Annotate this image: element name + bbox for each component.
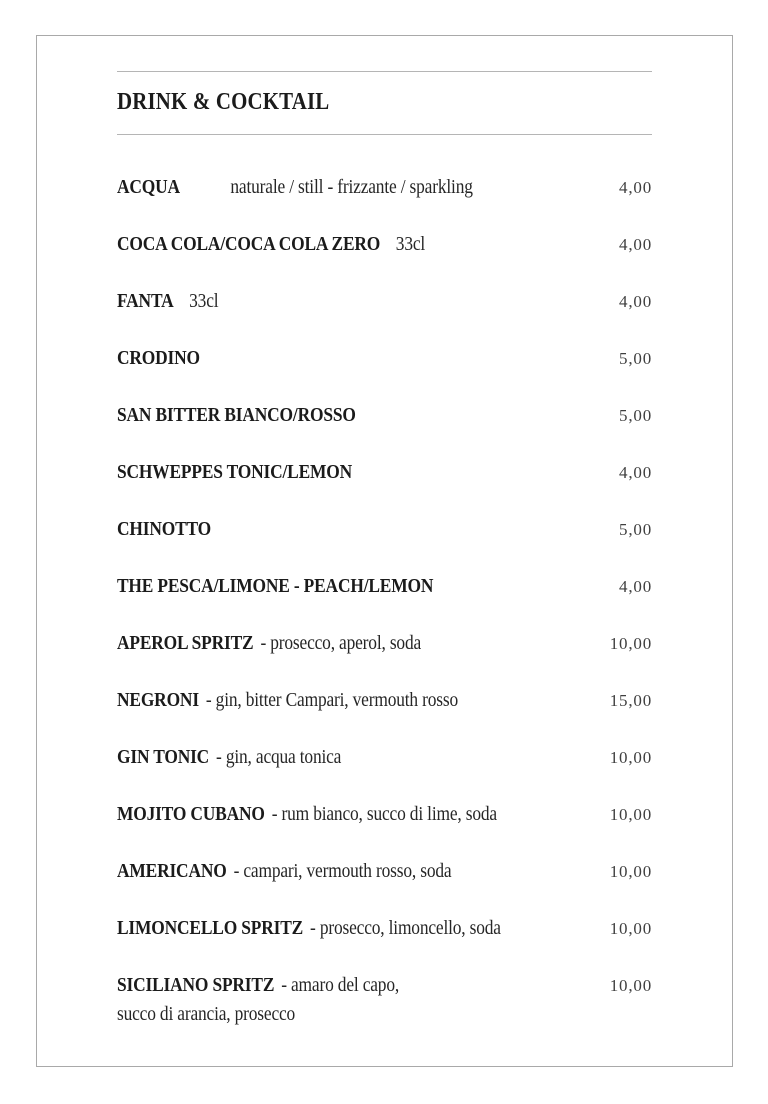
- item-name: ACQUA: [117, 176, 180, 198]
- item-description: - gin, acqua tonica: [216, 746, 342, 768]
- item-price: 5,00: [619, 349, 652, 368]
- item-price: 10,00: [609, 805, 652, 824]
- item-price: 10,00: [609, 919, 652, 938]
- item-name: FANTA: [117, 290, 174, 312]
- item-price: 10,00: [609, 862, 652, 881]
- item-price: 10,00: [609, 634, 652, 653]
- item-price: 15,00: [609, 691, 652, 710]
- item-price: 10,00: [609, 748, 652, 767]
- item-price: 10,00: [609, 976, 652, 995]
- menu-item-text: [117, 516, 211, 544]
- menu-list: [117, 174, 652, 1029]
- menu-item-text: [117, 402, 356, 430]
- menu-item-text: [117, 915, 501, 943]
- menu-item-row: [117, 402, 652, 430]
- item-description: 33cl: [189, 290, 219, 312]
- item-price: 4,00: [619, 577, 652, 596]
- menu-item-row: [117, 801, 652, 829]
- menu-item-text: [117, 459, 352, 487]
- item-name: SICILIANO SPRITZ: [117, 974, 275, 996]
- menu-item-text: [117, 972, 399, 1029]
- menu-item-text: [117, 630, 421, 658]
- item-name: THE PESCA/LIMONE - PEACH/LEMON: [117, 575, 434, 597]
- item-description: 33cl: [395, 233, 426, 255]
- item-price: 4,00: [619, 463, 652, 482]
- menu-content: [117, 71, 652, 1058]
- item-description: naturale / still - frizzante / sparkling: [230, 176, 473, 198]
- item-name: MOJITO CUBANO: [117, 803, 265, 825]
- menu-item-row: [117, 345, 652, 373]
- item-description-line2: succo di arancia, prosecco: [117, 1003, 296, 1025]
- menu-item-row: [117, 915, 652, 943]
- item-name: APEROL SPRITZ: [117, 632, 254, 654]
- menu-header: [117, 71, 652, 135]
- item-description: - prosecco, limoncello, soda: [310, 917, 501, 939]
- menu-item-text: [117, 231, 425, 259]
- menu-item-text: [117, 687, 458, 715]
- item-price: 4,00: [619, 292, 652, 311]
- item-price: 4,00: [619, 235, 652, 254]
- menu-item-row: [117, 459, 652, 487]
- page-frame: [36, 35, 733, 1067]
- menu-item-row: [117, 972, 652, 1029]
- menu-item-row: [117, 516, 652, 544]
- item-name: CHINOTTO: [117, 518, 212, 540]
- item-description: - prosecco, aperol, soda: [260, 632, 422, 654]
- menu-item-text: [117, 345, 200, 373]
- menu-item-row: [117, 231, 652, 259]
- item-name: LIMONCELLO SPRITZ: [117, 917, 304, 939]
- menu-item-row: [117, 744, 652, 772]
- menu-item-row: [117, 687, 652, 715]
- menu-item-text: [117, 858, 451, 886]
- item-description: - campari, vermouth rosso, soda: [233, 860, 452, 882]
- item-name: AMERICANO: [117, 860, 227, 882]
- item-description: - rum bianco, succo di lime, soda: [271, 803, 497, 825]
- item-price: 5,00: [619, 406, 652, 425]
- page-title: DRINK & COCKTAIL: [117, 89, 330, 115]
- item-price: 5,00: [619, 520, 652, 539]
- menu-item-row: [117, 858, 652, 886]
- menu-item-text: [117, 288, 218, 316]
- item-description: - amaro del capo,: [281, 974, 400, 996]
- menu-item-row: [117, 573, 652, 601]
- menu-item-row: [117, 288, 652, 316]
- menu-item-row: [117, 630, 652, 658]
- item-name: SAN BITTER BIANCO/ROSSO: [117, 404, 356, 426]
- menu-item-text: [117, 744, 341, 772]
- item-name: CRODINO: [117, 347, 200, 369]
- item-name: SCHWEPPES TONIC/LEMON: [117, 461, 353, 483]
- item-name: COCA COLA/COCA COLA ZERO: [117, 233, 381, 255]
- item-name: GIN TONIC: [117, 746, 210, 768]
- item-price: 4,00: [619, 178, 652, 197]
- menu-item-row: [117, 174, 652, 202]
- menu-item-text: [117, 174, 473, 202]
- item-name: NEGRONI: [117, 689, 199, 711]
- item-description: - gin, bitter Campari, vermouth rosso: [205, 689, 458, 711]
- menu-item-text: [117, 801, 497, 829]
- menu-item-text: [117, 573, 433, 601]
